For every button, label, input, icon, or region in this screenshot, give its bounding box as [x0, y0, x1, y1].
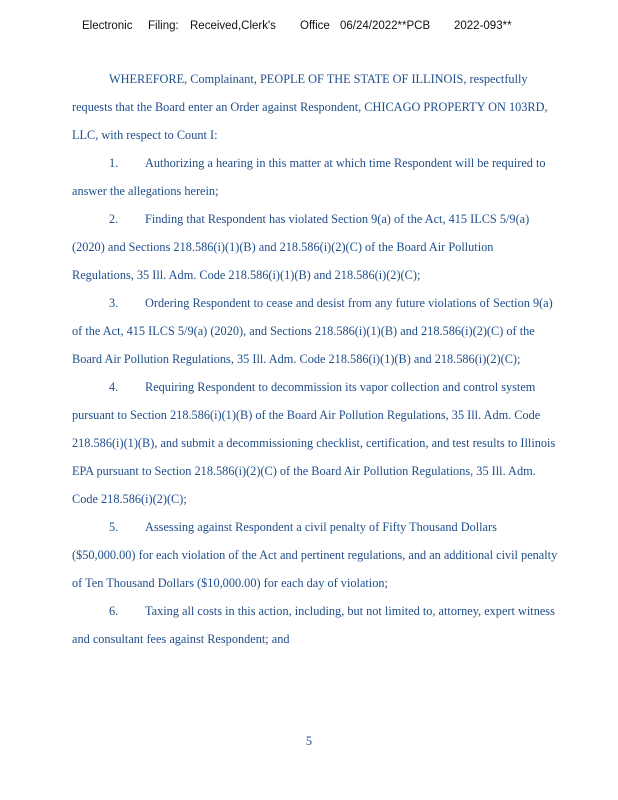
relief-item-5 — [72, 516, 612, 544]
paragraph-line: Regulations, 35 Ill. Adm. Code 218.586(i)(1)(B) and 218.586(i)(2)(C); — [72, 268, 421, 282]
item-number: 2. — [109, 212, 119, 226]
header-received: Received,Clerk's — [190, 20, 276, 32]
header-office: Office — [300, 20, 330, 32]
item-number: 5. — [109, 520, 119, 534]
paragraph-line: and consultant fees against Respondent; and — [72, 632, 290, 646]
paragraph-line: requests that the Board enter an Order against Respondent, CHICAGO PROPERTY ON 103RD, — [72, 100, 548, 114]
item-number: 3. — [109, 296, 119, 310]
prayer-for-relief — [72, 68, 612, 656]
paragraph-line: Board Air Pollution Regulations, 35 Ill. Adm. Code 218.586(i)(1)(B) and 218.586(i)(2)(C); — [72, 352, 521, 366]
paragraph-line: LLC, with respect to Count I: — [72, 128, 218, 142]
relief-item-6 — [72, 600, 612, 628]
relief-item-4 — [72, 376, 612, 404]
paragraph-line: of the Act, 415 ILCS 5/9(a) (2020), and Sections 218.586(i)(1)(B) and 218.586(i)(2)(C) of the — [72, 324, 535, 338]
header-electronic: Electronic — [82, 20, 133, 32]
header-docket: 2022-093** — [454, 20, 512, 32]
item-number: 6. — [109, 604, 119, 618]
paragraph-line: answer the allegations herein; — [72, 184, 219, 198]
wherefore-line: WHEREFORE, Complainant, PEOPLE OF THE STATE OF ILLINOIS, respectfully — [109, 72, 528, 86]
paragraph-line: pursuant to Section 218.586(i)(1)(B) of the Board Air Pollution Regulations, 35 Ill. Adm. Code — [72, 408, 541, 422]
paragraph-line: Requiring Respondent to decommission its vapor collection and control system — [145, 380, 536, 394]
header-date: 06/24/2022**PCB — [340, 20, 431, 32]
relief-item-2 — [72, 208, 612, 236]
paragraph-line: Assessing against Respondent a civil penalty of Fifty Thousand Dollars — [145, 520, 497, 534]
relief-item-1 — [72, 152, 612, 180]
paragraph-line: of Ten Thousand Dollars ($10,000.00) for each day of violation; — [72, 576, 388, 590]
paragraph-line: 218.586(i)(1)(B), and submit a decommissioning checklist, certification, and test results to Illinois — [72, 436, 556, 450]
paragraph-line: Code 218.586(i)(2)(C); — [72, 492, 187, 506]
paragraph-line: (2020) and Sections 218.586(i)(1)(B) and 218.586(i)(2)(C) of the Board Air Pollution — [72, 240, 494, 254]
relief-item-3 — [72, 292, 612, 320]
page-number: 5 — [305, 734, 313, 748]
paragraph-line: EPA pursuant to Section 218.586(i)(2)(C) of the Board Air Pollution Regulations, 35 Ill. Adm. — [72, 464, 536, 478]
paragraph-line: Authorizing a hearing in this matter at which time Respondent will be required to — [145, 156, 546, 170]
paragraph-line: Taxing all costs in this action, including, but not limited to, attorney, expert witness — [145, 604, 555, 618]
paragraph-line: Ordering Respondent to cease and desist from any future violations of Section 9(a) — [145, 296, 553, 310]
item-number: 1. — [109, 156, 119, 170]
paragraph-line: Finding that Respondent has violated Section 9(a) of the Act, 415 ILCS 5/9(a) — [145, 212, 530, 226]
paragraph-line: ($50,000.00) for each violation of the Act and pertinent regulations, and an additional civil penalty — [72, 548, 558, 562]
header-filing: Filing: — [148, 20, 179, 32]
item-number: 4. — [109, 380, 119, 394]
